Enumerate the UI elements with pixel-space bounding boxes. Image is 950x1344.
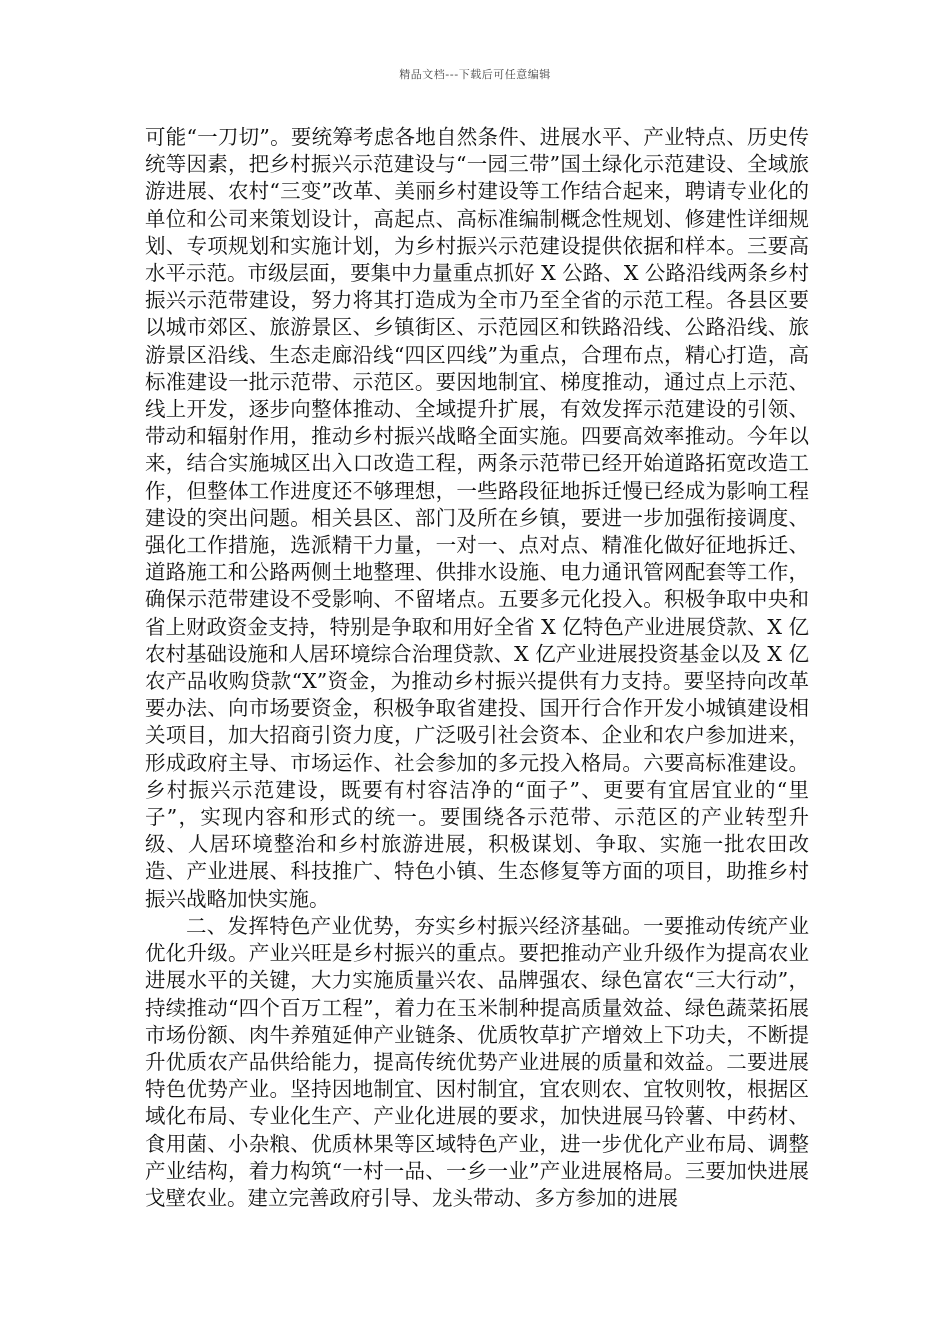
document-body bbox=[145, 124, 809, 1212]
paragraph: 二、发挥特色产业优势，夯实乡村振兴经济基础。一要推动传统产业优化升级。产业兴旺是乡村振兴的重点。要把推动产业升级作为提高农业进展水平的关键，大力实施质量兴农、品牌强农、绿色富农“三大行动”，持续推动“四个百万工程”，着力在玉米制种提高质量效益、绿色蔬菜拓展市场份额、肉牛养殖延伸产业链条、优质牧草扩产增效上下功夫，不断提升优质农产品供给能力，提高传统优势产业进展的质量和效益。二要进展特色优势产业。坚持因地制宜、因村制宜，宜农则农、宜牧则牧，根据区域化布局、专业化生产、产业化进展的要求，加快进展马铃薯、中药材、食用菌、小杂粮、优质林果等区域特色产业，进一步优化产业布局、调整产业结构，着力构筑“一村一品、一乡一业”产业进展格局。三要加快进展戈壁农业。建立完善政府引导、龙头带动、多方参加的进展 bbox=[145, 913, 809, 1210]
page-header-watermark: 精品文档---下载后可任意编辑 bbox=[399, 68, 551, 81]
paragraph: 可能“一刀切”。要统筹考虑各地自然条件、进展水平、产业特点、历史传统等因素，把乡村振兴示范建设与“一园三带”国土绿化示范建设、全域旅游进展、农村“三变”改革、美丽乡村建设等工作结合起来，聘请专业化的单位和公司来策划设计，高起点、高标准编制概念性规划、修建性详细规划、专项规划和实施计划，为乡村振兴示范建设提供依据和样本。三要高水平示范。市级层面，要集中力量重点抓好 X 公路、X 公路沿线两条乡村振兴示范带建设，努力将其打造成为全市乃至全省的示范工程。各县区要以城市郊区、旅游景区、乡镇街区、示范园区和铁路沿线、公路沿线、旅游景区沿线、生态走廊沿线“四区四线”为重点，合理布点，精心打造，高标准建设一批示范带、示范区。要因地制宜、梯度推动，通过点上示范、线上开发，逐步向整体推动、全域提升扩展，有效发挥示范建设的引领、带动和辐射作用，推动乡村振兴战略全面实施。四要高效率推动。今年以来，结合实施城区出入口改造工程，两条示范带已经开始道路拓宽改造工作，但整体工作进度还不够理想，一些路段征地拆迁慢已经成为影响工程建设的突出问题。相关县区、部门及所在乡镇，要进一步加强衔接调度、强化工作措施，选派精干力量，一对一、点对点、精准化做好征地拆迁、道路施工和公路两侧土地整理、供排水设施、电力通讯管网配套等工作，确保示范带建设不受影响、不留堵点。五要多元化投入。积极争取中央和省上财政资金支持，特别是争取和用好全省 X 亿特色产业进展贷款、X 亿农村基础设施和人居环境综合治理贷款、X 亿产业进展投资基金以及 X 亿农产品收购贷款“X”资金，为推动乡村振兴提供有力支持。要坚持向改革要办法、向市场要资金，积极争取省建投、国开行合作开发小城镇建设相关项目，加大招商引资力度，广泛吸引社会资本、企业和农户参加进来，形成政府主导、市场运作、社会参加的多元投入格局。六要高标准建设。乡村振兴示范建设，既要有村容洁净的“面子”、更要有宜居宜业的“里子”，实现内容和形式的统一。要围绕各示范带、示范区的产业转型升级、人居环境整治和乡村旅游进展，积极谋划、争取、实施一批农田改造、产业进展、科技推广、特色小镇、生态修复等方面的项目，助推乡村振兴战略加快实施。 bbox=[145, 125, 809, 911]
